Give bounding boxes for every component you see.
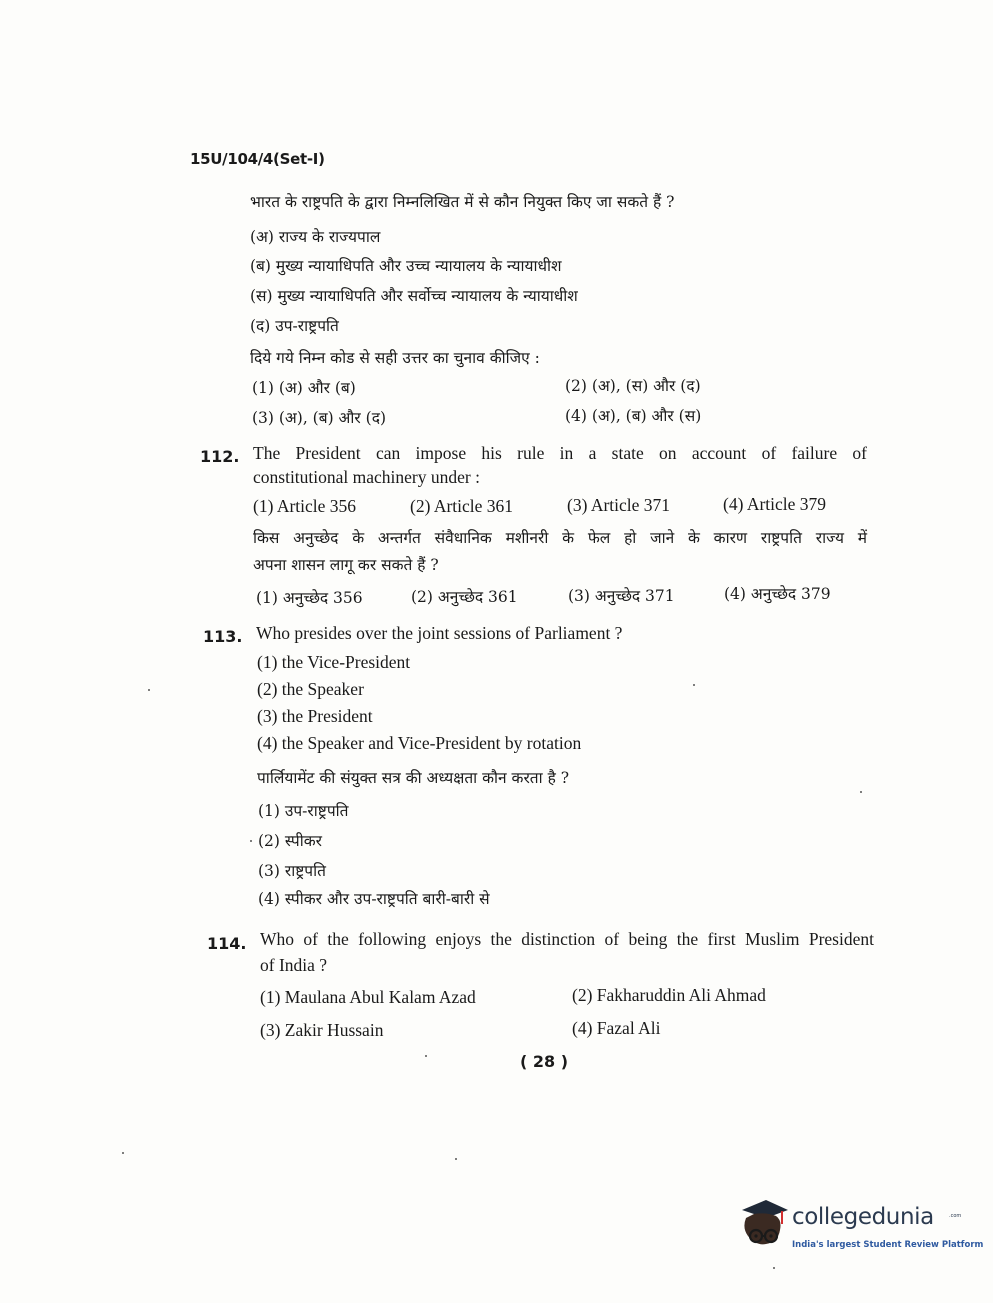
q113-hindi-question: पार्लियामेंट की संयुक्त सत्र की अध्यक्षता कौन करता है ? — [257, 769, 570, 787]
scan-speck — [425, 1055, 427, 1057]
q112-hindi-option-3: (3) अनुच्छेद 371 — [568, 587, 675, 605]
q113-hindi-option-4: (4) स्पीकर और उप-राष्ट्रपति बारी-बारी से — [258, 890, 490, 908]
q114-option-1: (1) Maulana Abul Kalam Azad — [260, 987, 476, 1007]
q113-question: Who presides over the joint sessions of Parliament ? — [256, 623, 623, 643]
q112-question-line-2: constitutional machinery under : — [253, 467, 480, 487]
q114-question-line-2: of India ? — [260, 955, 328, 975]
paper-code: 15U/104/4(Set-I) — [190, 150, 325, 168]
q112-number: 112. — [200, 447, 240, 466]
q113-hindi-option-2: (2) स्पीकर — [258, 832, 322, 850]
q113-option-3: (3) the President — [257, 706, 373, 726]
q112-hindi-option-1: (1) अनुच्छेद 356 — [256, 589, 363, 607]
q114-question-line-1: Who of the following enjoys the distinction of being the first Muslim President — [260, 929, 874, 949]
q113-option-1: (1) the Vice-President — [257, 652, 411, 672]
q113-number: 113. — [203, 627, 243, 646]
q114-option-3: (3) Zakir Hussain — [260, 1020, 384, 1040]
q111-option-2: (2) (अ), (स) और (द) — [565, 377, 701, 395]
collegedunia-watermark — [736, 1196, 984, 1260]
q111-item-a: (अ) राज्य के राज्यपाल — [250, 228, 381, 246]
q114-option-2: (2) Fakharuddin Ali Ahmad — [572, 985, 766, 1005]
q113-option-2: (2) the Speaker — [257, 679, 364, 699]
q112-option-2: (2) Article 361 — [410, 496, 514, 516]
q112-question-line-1: The President can impose his rule in a state on account of failure of — [253, 443, 867, 463]
q113-hindi-option-3: (3) राष्ट्रपति — [258, 862, 326, 880]
q112-option-4: (4) Article 379 — [723, 494, 827, 514]
q114-option-4: (4) Fazal Ali — [572, 1018, 661, 1038]
q113-option-4: (4) the Speaker and Vice-President by rotation — [257, 733, 582, 753]
q114-number: 114. — [207, 934, 247, 953]
q111-item-b: (ब) मुख्य न्यायाधिपति और उच्च न्यायालय के न्यायाधीश — [250, 257, 562, 275]
q112-hindi-option-2: (2) अनुच्छेद 361 — [411, 588, 518, 606]
q112-hindi-line-2: अपना शासन लागू कर सकते हैं ? — [253, 556, 439, 574]
scan-speck — [860, 791, 862, 793]
q111-instruction: दिये गये निम्न कोड से सही उत्तर का चुनाव कीजिए : — [250, 349, 540, 367]
q111-item-c: (स) मुख्य न्यायाधिपति और सर्वोच्च न्यायालय के न्यायाधीश — [250, 287, 578, 305]
brand-domain: .com — [949, 1213, 962, 1219]
q111-hindi-question: भारत के राष्ट्रपति के द्वारा निम्नलिखित में से कौन नियुक्त किए जा सकते हैं ? — [250, 193, 675, 211]
scan-speck — [455, 1158, 457, 1160]
scan-speck — [122, 1152, 124, 1154]
scan-speck — [773, 1267, 775, 1269]
brand-name: collegedunia — [792, 1204, 934, 1230]
q111-option-1: (1) (अ) और (ब) — [252, 379, 356, 397]
page-number: ( 28 ) — [520, 1052, 569, 1071]
q112-option-1: (1) Article 356 — [253, 496, 357, 516]
q111-option-4: (4) (अ), (ब) और (स) — [565, 407, 702, 425]
scan-speck — [693, 684, 695, 686]
q111-item-d: (द) उप-राष्ट्रपति — [250, 317, 339, 335]
student-mascot-icon — [736, 1196, 790, 1258]
q112-option-3: (3) Article 371 — [567, 495, 671, 515]
q113-hindi-option-1: (1) उप-राष्ट्रपति — [258, 802, 349, 820]
q111-option-3: (3) (अ), (ब) और (द) — [252, 409, 386, 427]
scan-speck — [250, 840, 252, 842]
brand-tagline: India's largest Student Review Platform — [792, 1240, 984, 1250]
q112-hindi-option-4: (4) अनुच्छेद 379 — [724, 585, 831, 603]
scan-speck — [148, 689, 150, 691]
q112-hindi-line-1: किस अनुच्छेद के अन्तर्गत संवैधानिक मशीनरी के फेल हो जाने के कारण राष्ट्रपति राज्य में — [253, 529, 867, 547]
